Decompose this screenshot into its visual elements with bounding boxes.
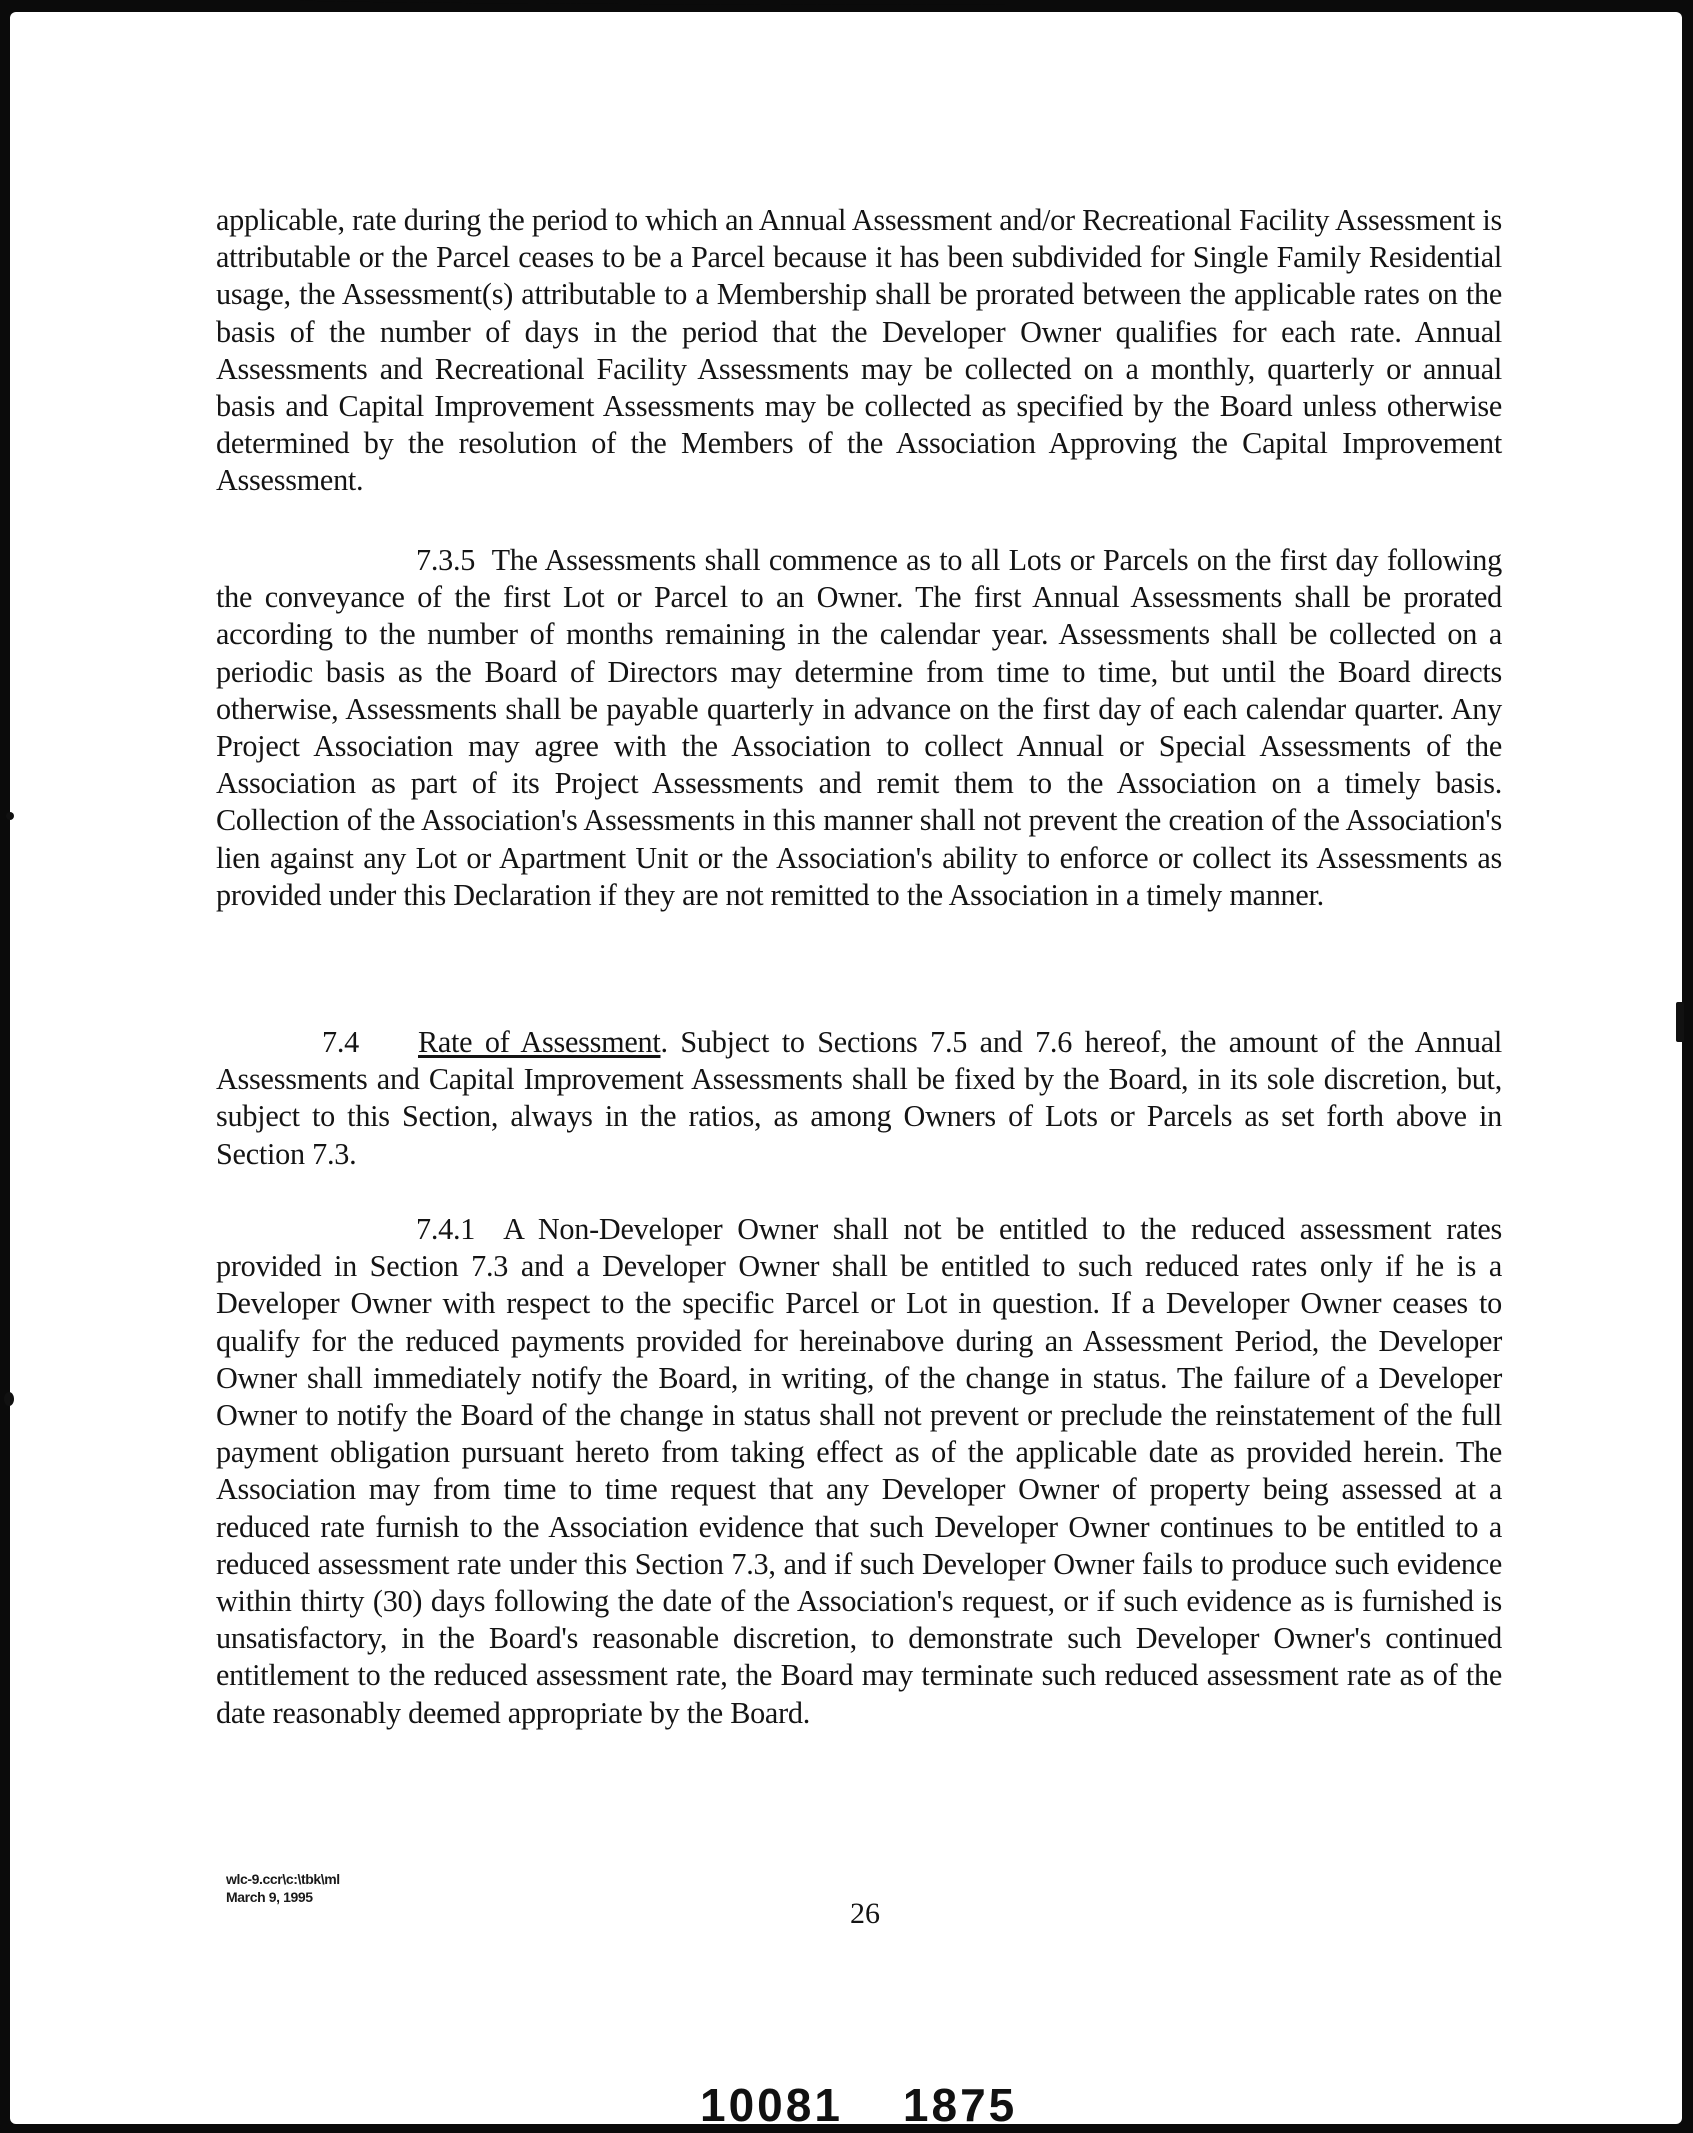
section-heading: Rate of Assessment — [418, 1025, 661, 1059]
stamp-page: 1875 — [902, 2079, 1018, 2131]
scan-speck — [1676, 1002, 1684, 1042]
section-number: 7.3.5 — [416, 543, 476, 577]
scan-edge — [300, 0, 1300, 5]
section-7-4-1 — [216, 1211, 1502, 1732]
section-text: A Non-Developer Owner shall not be entitled to the reduced assessment rates provided in Section 7.3 and a Developer Owner shall be entitled to such reduced rates only if he is a Developer Owner with respect to the specific Parcel or Lot in question. If a Developer Owner ceases to qualify for the reduced payments provided for hereinabove during an Assessment Period, the Developer Owner shall immediately notify the Board, in writing, of the change in status. The failure of a Developer Owner to notify the Board of the change in status shall not prevent or preclude the reinstatement of the full payment obligation pursuant hereto from taking effect as of the applicable date as provided herein. The Association may from time to time request that any Developer Owner of property being assessed at a reduced rate furnish to the Association evidence that such Developer Owner continues to be entitled to a reduced assessment rate under this Section 7.3, and if such Developer Owner fails to produce such evidence within thirty (30) days following the date of the Association's request, or if such evidence as is furnished is unsatisfactory, in the Board's reasonable discretion, to demonstrate such Developer Owner's continued entitlement to the reduced assessment rate, the Board may terminate such reduced assessment rate as of the date reasonably deemed appropriate by the Board. — [216, 1212, 1502, 1730]
document-page — [10, 12, 1682, 2124]
file-ref-date: March 9, 1995 — [226, 1889, 313, 1905]
section-number: 7.4.1 — [416, 1212, 476, 1246]
paragraph-continuation: applicable, rate during the period to which an Annual Assessment and/or Recreational Facility Assessment is attributable or the Parcel ceases to be a Parcel because it has been subdivided for Single Family Residential usage, the Assessment(s) attributable to a Membership shall be prorated between the applicable rates on the basis of the number of days in the period that the Developer Owner qualifies for each rate. Annual Assessments and Recreational Facility Assessments may be collected on a monthly, quarterly or annual basis and Capital Improvement Assessments may be collected as specified by the Board unless otherwise determined by the resolution of the Members of the Association Approving the Capital Improvement Assessment. — [216, 203, 1502, 498]
recording-stamp — [700, 2078, 1077, 2132]
scan-speck — [6, 812, 14, 820]
stamp-book: 10081 — [700, 2079, 843, 2131]
section-7-4 — [216, 1024, 1502, 1173]
file-ref-path: wlc-9.ccr\c:\tbk\ml — [226, 1871, 340, 1887]
scan-speck — [4, 1392, 14, 1406]
section-text: . Subject to Sections 7.5 and 7.6 hereof, the amount of the Annual Assessments and Capital Improvement Assessments shall be fixed by the Board, in its sole discretion, but, subject to this Section, always in the ratios, as among Owners of Lots or Parcels as set forth above in Section 7.3. — [216, 1025, 1502, 1171]
file-reference — [226, 1870, 340, 1906]
section-text: The Assessments shall commence as to all Lots or Parcels on the first day following the conveyance of the first Lot or Parcel to an Owner. The first Annual Assessments shall be prorated according to the number of months remaining in the calendar year. Assessments shall be collected on a periodic basis as the Board of Directors may determine from time to time, but until the Board directs otherwise, Assessments shall be payable quarterly in advance on the first day of each calendar quarter. Any Project Association may agree with the Association to collect Annual or Special Assessments of the Association as part of its Project Assessments and remit them to the Association on a timely basis. Collection of the Association's Assessments in this manner shall not prevent the creation of the Association's lien against any Lot or Apartment Unit or the Association's ability to enforce or collect its Assessments as provided under this Declaration if they are not remitted to the Association in a timely manner. — [216, 543, 1502, 912]
section-number: 7.4 — [322, 1025, 359, 1059]
section-7-3-5 — [216, 542, 1502, 914]
page-number: 26 — [850, 1897, 880, 1930]
